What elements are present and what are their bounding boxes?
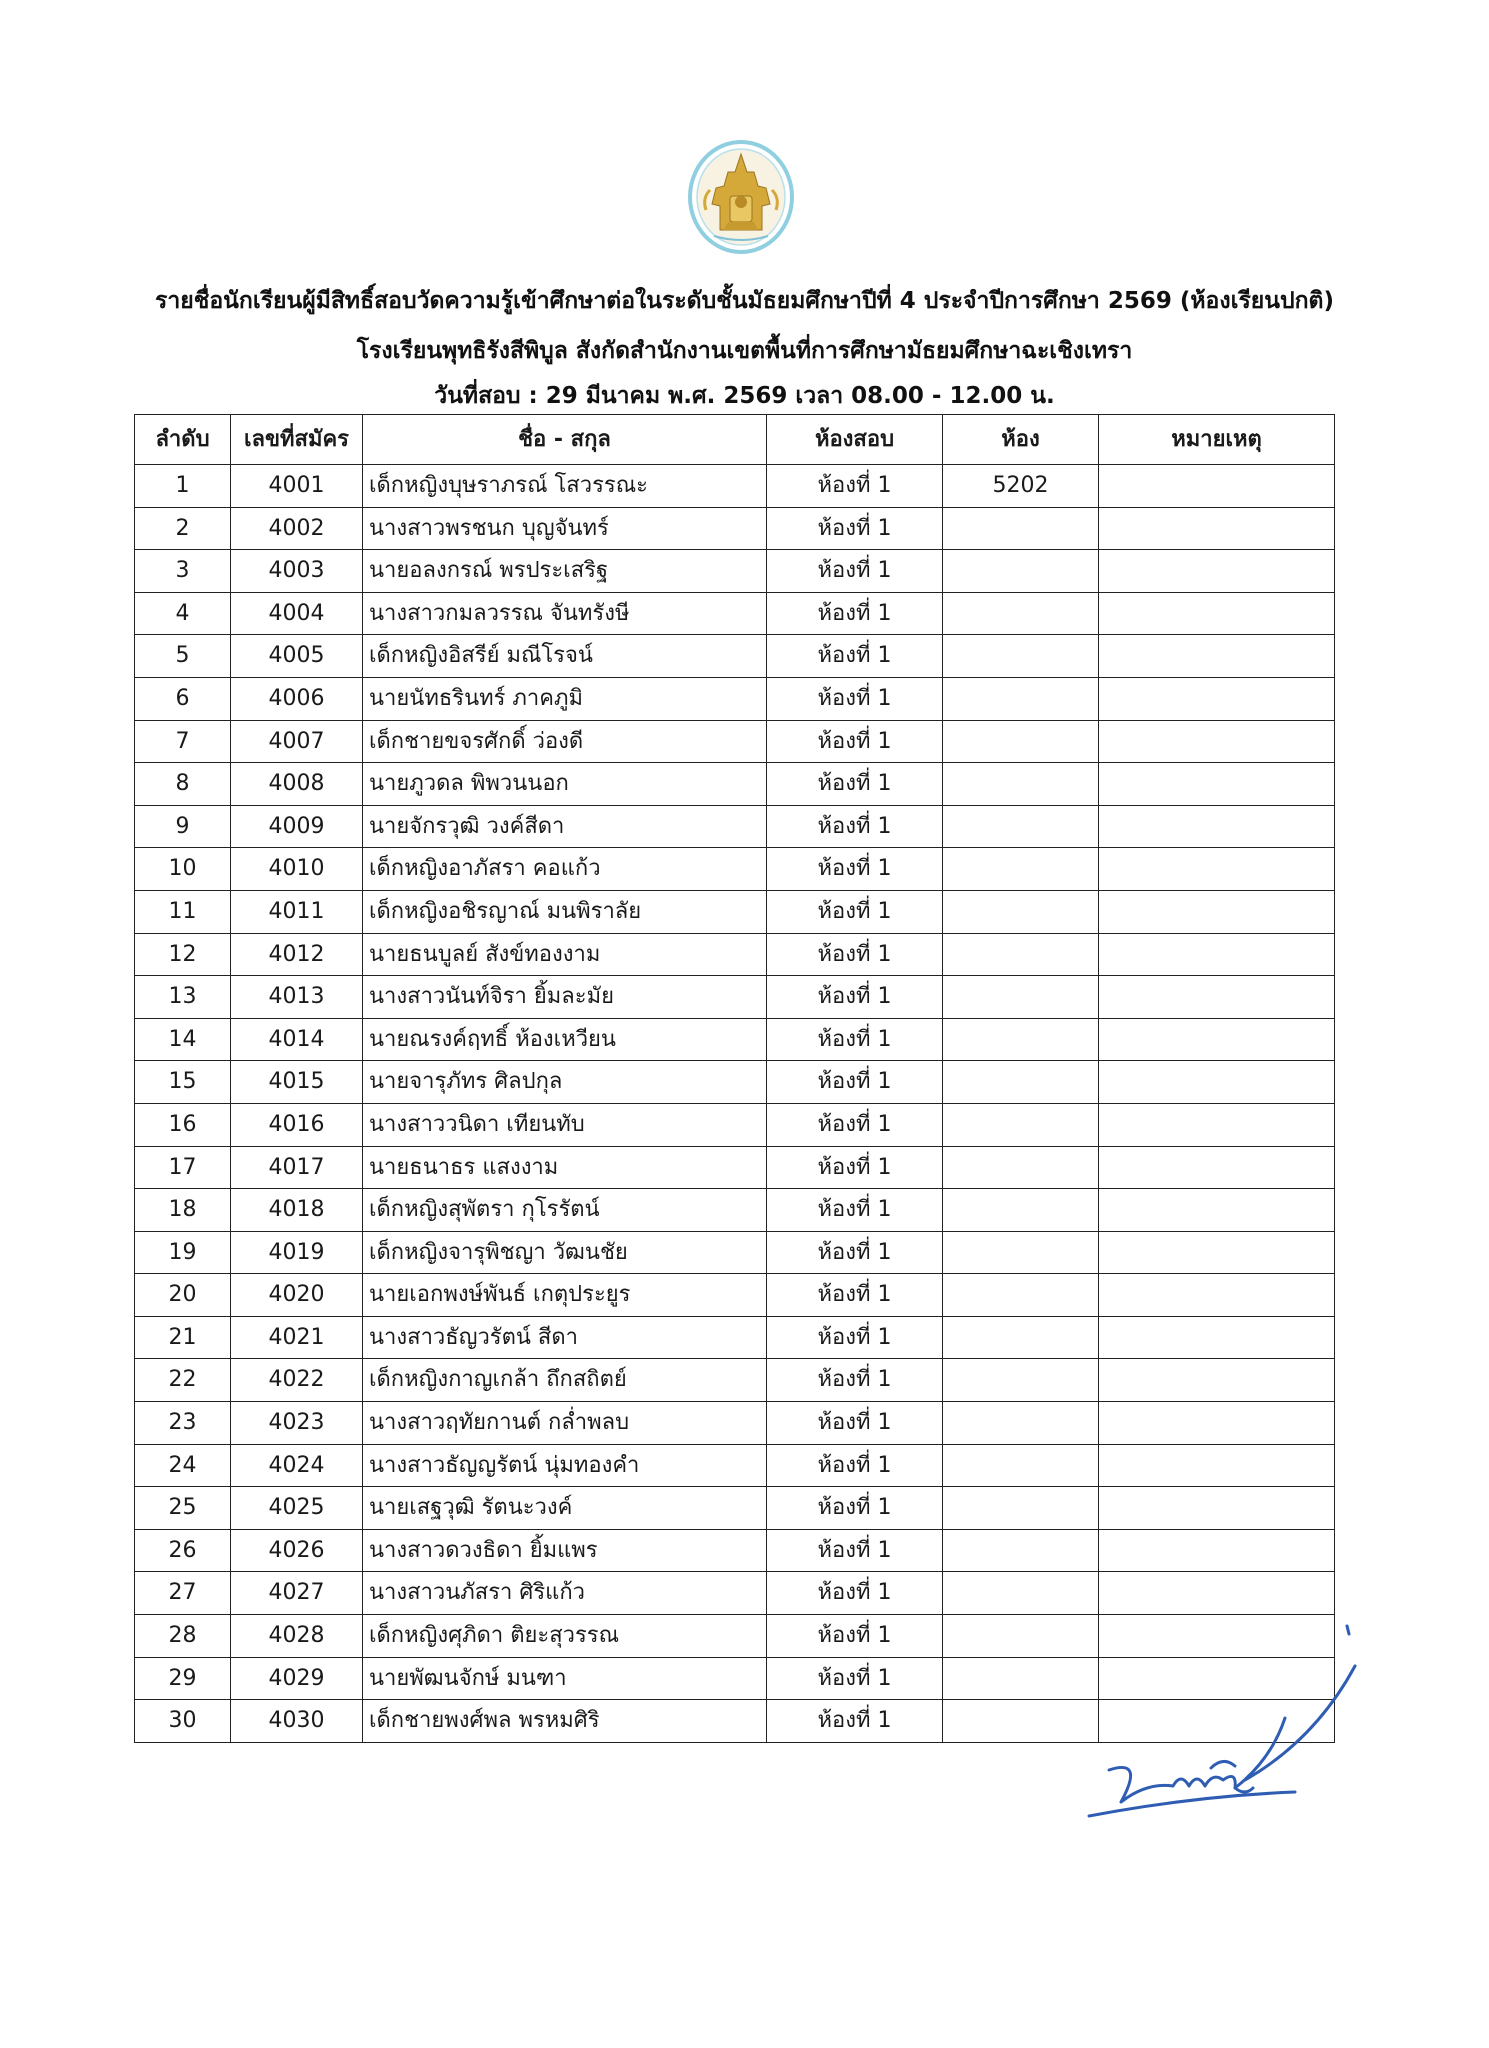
cell-note xyxy=(1099,507,1335,550)
cell-student-name: นางสาววนิดา เทียนทับ xyxy=(363,1103,767,1146)
cell-note xyxy=(1099,848,1335,891)
cell-note xyxy=(1099,976,1335,1019)
table-row xyxy=(135,1274,1335,1317)
cell-student-name: นายณรงค์ฤทธิ์ ห้องเหวียน xyxy=(363,1018,767,1061)
cell-exam-room: ห้องที่ 1 xyxy=(767,677,943,720)
cell-application-id: 4019 xyxy=(231,1231,363,1274)
table-row xyxy=(135,933,1335,976)
table-row xyxy=(135,848,1335,891)
cell-exam-room: ห้องที่ 1 xyxy=(767,1061,943,1104)
cell-no: 6 xyxy=(135,677,231,720)
cell-student-name: นายธนบูลย์ สังข์ทองงาม xyxy=(363,933,767,976)
cell-exam-room: ห้องที่ 1 xyxy=(767,1444,943,1487)
cell-room xyxy=(943,1103,1099,1146)
cell-exam-room: ห้องที่ 1 xyxy=(767,1700,943,1743)
cell-room xyxy=(943,677,1099,720)
cell-no: 3 xyxy=(135,550,231,593)
exam-date-line: วันที่สอบ : 29 มีนาคม พ.ศ. 2569 เวลา 08.00 - 12.00 น. xyxy=(434,383,1055,409)
cell-no: 10 xyxy=(135,848,231,891)
cell-exam-room: ห้องที่ 1 xyxy=(767,1529,943,1572)
cell-no: 28 xyxy=(135,1615,231,1658)
table-row xyxy=(135,1572,1335,1615)
cell-no: 9 xyxy=(135,805,231,848)
cell-no: 2 xyxy=(135,507,231,550)
document-title: รายชื่อนักเรียนผู้มีสิทธิ์สอบวัดความรู้เข้าศึกษาต่อในระดับชั้นมัธยมศึกษาปีที่ 4 ประจำปีการศึกษา 2569 (ห้องเรียนปกติ) xyxy=(155,288,1334,314)
cell-exam-room: ห้องที่ 1 xyxy=(767,1359,943,1402)
cell-exam-room: ห้องที่ 1 xyxy=(767,933,943,976)
cell-note xyxy=(1099,635,1335,678)
cell-no: 29 xyxy=(135,1657,231,1700)
cell-application-id: 4011 xyxy=(231,890,363,933)
cell-application-id: 4002 xyxy=(231,507,363,550)
cell-application-id: 4023 xyxy=(231,1402,363,1445)
table-row xyxy=(135,1018,1335,1061)
cell-student-name: นางสาวฤทัยกานต์ กล่ำพลบ xyxy=(363,1402,767,1445)
table-row xyxy=(135,465,1335,508)
table-row xyxy=(135,720,1335,763)
cell-application-id: 4029 xyxy=(231,1657,363,1700)
cell-exam-room: ห้องที่ 1 xyxy=(767,507,943,550)
cell-student-name: เด็กหญิงศุภิดา ติยะสุวรรณ xyxy=(363,1615,767,1658)
table-row xyxy=(135,1103,1335,1146)
cell-note xyxy=(1099,1444,1335,1487)
cell-no: 24 xyxy=(135,1444,231,1487)
cell-room xyxy=(943,763,1099,806)
cell-application-id: 4030 xyxy=(231,1700,363,1743)
table-row xyxy=(135,763,1335,806)
cell-student-name: เด็กหญิงบุษราภรณ์ โสวรรณะ xyxy=(363,465,767,508)
cell-note xyxy=(1099,1359,1335,1402)
cell-room xyxy=(943,1615,1099,1658)
column-header-no: ลำดับ xyxy=(135,415,231,465)
cell-note xyxy=(1099,1189,1335,1232)
cell-application-id: 4001 xyxy=(231,465,363,508)
cell-room xyxy=(943,1189,1099,1232)
cell-no: 1 xyxy=(135,465,231,508)
cell-exam-room: ห้องที่ 1 xyxy=(767,1146,943,1189)
cell-room xyxy=(943,1316,1099,1359)
cell-application-id: 4009 xyxy=(231,805,363,848)
cell-no: 12 xyxy=(135,933,231,976)
cell-application-id: 4013 xyxy=(231,976,363,1019)
cell-student-name: เด็กหญิงจารุพิชญา วัฒนชัย xyxy=(363,1231,767,1274)
cell-no: 15 xyxy=(135,1061,231,1104)
table-row xyxy=(135,507,1335,550)
cell-note xyxy=(1099,1061,1335,1104)
cell-application-id: 4012 xyxy=(231,933,363,976)
cell-application-id: 4015 xyxy=(231,1061,363,1104)
cell-exam-room: ห้องที่ 1 xyxy=(767,890,943,933)
cell-student-name: นายจักรวุฒิ วงค์สีดา xyxy=(363,805,767,848)
cell-note xyxy=(1099,592,1335,635)
cell-student-name: นายอลงกรณ์ พรประเสริฐ xyxy=(363,550,767,593)
cell-application-id: 4003 xyxy=(231,550,363,593)
cell-room xyxy=(943,1572,1099,1615)
cell-exam-room: ห้องที่ 1 xyxy=(767,1657,943,1700)
cell-student-name: เด็กหญิงอชิรญาณ์ มนพิราลัย xyxy=(363,890,767,933)
table-body xyxy=(135,465,1335,1743)
table-row xyxy=(135,1061,1335,1104)
table-row xyxy=(135,1316,1335,1359)
cell-room xyxy=(943,550,1099,593)
cell-student-name: เด็กหญิงอิสรีย์ มณีโรจน์ xyxy=(363,635,767,678)
cell-student-name: นายภูวดล พิพวนนอก xyxy=(363,763,767,806)
column-header-name: ชื่อ - สกุล xyxy=(363,415,767,465)
cell-no: 5 xyxy=(135,635,231,678)
cell-room xyxy=(943,720,1099,763)
cell-note xyxy=(1099,1274,1335,1317)
cell-note xyxy=(1099,933,1335,976)
cell-room xyxy=(943,933,1099,976)
cell-note xyxy=(1099,805,1335,848)
cell-note xyxy=(1099,1402,1335,1445)
cell-application-id: 4026 xyxy=(231,1529,363,1572)
cell-exam-room: ห้องที่ 1 xyxy=(767,1018,943,1061)
cell-no: 4 xyxy=(135,592,231,635)
cell-exam-room: ห้องที่ 1 xyxy=(767,1487,943,1530)
cell-application-id: 4017 xyxy=(231,1146,363,1189)
table-row xyxy=(135,1359,1335,1402)
table-row xyxy=(135,1189,1335,1232)
cell-room xyxy=(943,890,1099,933)
cell-student-name: นางสาวกมลวรรณ จันทรังษี xyxy=(363,592,767,635)
cell-room xyxy=(943,1487,1099,1530)
cell-room xyxy=(943,1231,1099,1274)
cell-student-name: เด็กหญิงสุพัตรา กุโรรัตน์ xyxy=(363,1189,767,1232)
cell-note xyxy=(1099,890,1335,933)
cell-note xyxy=(1099,1316,1335,1359)
cell-application-id: 4024 xyxy=(231,1444,363,1487)
cell-no: 16 xyxy=(135,1103,231,1146)
cell-note xyxy=(1099,1231,1335,1274)
cell-no: 22 xyxy=(135,1359,231,1402)
cell-room xyxy=(943,976,1099,1019)
cell-no: 25 xyxy=(135,1487,231,1530)
cell-exam-room: ห้องที่ 1 xyxy=(767,635,943,678)
cell-application-id: 4021 xyxy=(231,1316,363,1359)
cell-student-name: เด็กหญิงกาญเกล้า ถึกสถิตย์ xyxy=(363,1359,767,1402)
cell-exam-room: ห้องที่ 1 xyxy=(767,1189,943,1232)
cell-no: 26 xyxy=(135,1529,231,1572)
cell-room xyxy=(943,1146,1099,1189)
cell-room xyxy=(943,592,1099,635)
student-roster-table xyxy=(134,414,1335,1743)
cell-student-name: นางสาวนันท์จิรา ยิ้มละมัย xyxy=(363,976,767,1019)
cell-no: 13 xyxy=(135,976,231,1019)
cell-exam-room: ห้องที่ 1 xyxy=(767,805,943,848)
cell-exam-room: ห้องที่ 1 xyxy=(767,1274,943,1317)
cell-application-id: 4016 xyxy=(231,1103,363,1146)
cell-note xyxy=(1099,1103,1335,1146)
cell-student-name: นายพัฒนจักษ์ มนฑา xyxy=(363,1657,767,1700)
cell-no: 23 xyxy=(135,1402,231,1445)
cell-student-name: นายเอกพงษ์พันธ์ เกตุประยูร xyxy=(363,1274,767,1317)
cell-application-id: 4028 xyxy=(231,1615,363,1658)
cell-room xyxy=(943,507,1099,550)
cell-no: 27 xyxy=(135,1572,231,1615)
cell-note xyxy=(1099,550,1335,593)
cell-note xyxy=(1099,1529,1335,1572)
cell-room xyxy=(943,1402,1099,1445)
cell-application-id: 4022 xyxy=(231,1359,363,1402)
cell-application-id: 4010 xyxy=(231,848,363,891)
table-row xyxy=(135,1402,1335,1445)
table-row xyxy=(135,976,1335,1019)
cell-room xyxy=(943,1061,1099,1104)
cell-note xyxy=(1099,763,1335,806)
cell-application-id: 4025 xyxy=(231,1487,363,1530)
cell-room xyxy=(943,1700,1099,1743)
cell-no: 21 xyxy=(135,1316,231,1359)
cell-room xyxy=(943,1657,1099,1700)
cell-room xyxy=(943,1274,1099,1317)
cell-room xyxy=(943,1359,1099,1402)
cell-exam-room: ห้องที่ 1 xyxy=(767,550,943,593)
cell-exam-room: ห้องที่ 1 xyxy=(767,465,943,508)
cell-exam-room: ห้องที่ 1 xyxy=(767,1402,943,1445)
cell-no: 18 xyxy=(135,1189,231,1232)
cell-note xyxy=(1099,720,1335,763)
cell-application-id: 4020 xyxy=(231,1274,363,1317)
cell-student-name: นางสาวธัญญรัตน์ นุ่มทองคำ xyxy=(363,1444,767,1487)
column-header-id: เลขที่สมัคร xyxy=(231,415,363,465)
cell-exam-room: ห้องที่ 1 xyxy=(767,720,943,763)
table-row xyxy=(135,805,1335,848)
table-header-row xyxy=(135,415,1335,465)
cell-note xyxy=(1099,1572,1335,1615)
cell-no: 30 xyxy=(135,1700,231,1743)
table-row xyxy=(135,677,1335,720)
cell-student-name: นางสาวธัญวรัตน์ สีดา xyxy=(363,1316,767,1359)
cell-note xyxy=(1099,1146,1335,1189)
cell-room xyxy=(943,848,1099,891)
cell-room xyxy=(943,635,1099,678)
column-header-note: หมายเหตุ xyxy=(1099,415,1335,465)
cell-student-name: เด็กชายขจรศักดิ์ ว่องดี xyxy=(363,720,767,763)
cell-application-id: 4027 xyxy=(231,1572,363,1615)
cell-application-id: 4018 xyxy=(231,1189,363,1232)
cell-room xyxy=(943,1444,1099,1487)
cell-exam-room: ห้องที่ 1 xyxy=(767,592,943,635)
cell-no: 20 xyxy=(135,1274,231,1317)
cell-student-name: นายจารุภัทร ศิลปกุล xyxy=(363,1061,767,1104)
table-row xyxy=(135,890,1335,933)
cell-student-name: นายเสฐวุฒิ รัตนะวงค์ xyxy=(363,1487,767,1530)
cell-note xyxy=(1099,1487,1335,1530)
cell-student-name: นางสาวพรชนก บุญจันทร์ xyxy=(363,507,767,550)
cell-no: 7 xyxy=(135,720,231,763)
cell-exam-room: ห้องที่ 1 xyxy=(767,1316,943,1359)
cell-exam-room: ห้องที่ 1 xyxy=(767,976,943,1019)
cell-room xyxy=(943,1018,1099,1061)
cell-student-name: เด็กหญิงอาภัสรา คอแก้ว xyxy=(363,848,767,891)
cell-student-name: เด็กชายพงศ์พล พรหมศิริ xyxy=(363,1700,767,1743)
cell-note xyxy=(1099,465,1335,508)
cell-no: 14 xyxy=(135,1018,231,1061)
cell-application-id: 4008 xyxy=(231,763,363,806)
cell-exam-room: ห้องที่ 1 xyxy=(767,763,943,806)
cell-no: 17 xyxy=(135,1146,231,1189)
cell-exam-room: ห้องที่ 1 xyxy=(767,848,943,891)
table-row xyxy=(135,1146,1335,1189)
cell-room xyxy=(943,805,1099,848)
cell-note xyxy=(1099,677,1335,720)
column-header-exam-room: ห้องสอบ xyxy=(767,415,943,465)
school-seal-icon xyxy=(688,140,794,254)
table-row xyxy=(135,550,1335,593)
cell-student-name: นางสาวดวงธิดา ยิ้มแพร xyxy=(363,1529,767,1572)
cell-no: 8 xyxy=(135,763,231,806)
school-line: โรงเรียนพุทธิรังสีพิบูล สังกัดสำนักงานเขตพื้นที่การศึกษามัธยมศึกษาฉะเชิงเทรา xyxy=(356,338,1133,364)
cell-exam-room: ห้องที่ 1 xyxy=(767,1231,943,1274)
table-row xyxy=(135,635,1335,678)
cell-application-id: 4007 xyxy=(231,720,363,763)
cell-no: 11 xyxy=(135,890,231,933)
cell-application-id: 4005 xyxy=(231,635,363,678)
table-row xyxy=(135,1487,1335,1530)
cell-student-name: นางสาวนภัสรา ศิริแก้ว xyxy=(363,1572,767,1615)
cell-application-id: 4014 xyxy=(231,1018,363,1061)
cell-note xyxy=(1099,1018,1335,1061)
cell-application-id: 4006 xyxy=(231,677,363,720)
table-row xyxy=(135,1529,1335,1572)
cell-room: 5202 xyxy=(943,465,1099,508)
column-header-room: ห้อง xyxy=(943,415,1099,465)
cell-room xyxy=(943,1529,1099,1572)
cell-student-name: นายนัทธรินทร์ ภาคภูมิ xyxy=(363,677,767,720)
table-row xyxy=(135,592,1335,635)
cell-exam-room: ห้องที่ 1 xyxy=(767,1615,943,1658)
cell-no: 19 xyxy=(135,1231,231,1274)
table-row xyxy=(135,1444,1335,1487)
cell-student-name: นายธนาธร แสงงาม xyxy=(363,1146,767,1189)
cell-exam-room: ห้องที่ 1 xyxy=(767,1103,943,1146)
cell-exam-room: ห้องที่ 1 xyxy=(767,1572,943,1615)
signature-icon xyxy=(1085,1620,1385,1830)
cell-application-id: 4004 xyxy=(231,592,363,635)
table-row xyxy=(135,1231,1335,1274)
